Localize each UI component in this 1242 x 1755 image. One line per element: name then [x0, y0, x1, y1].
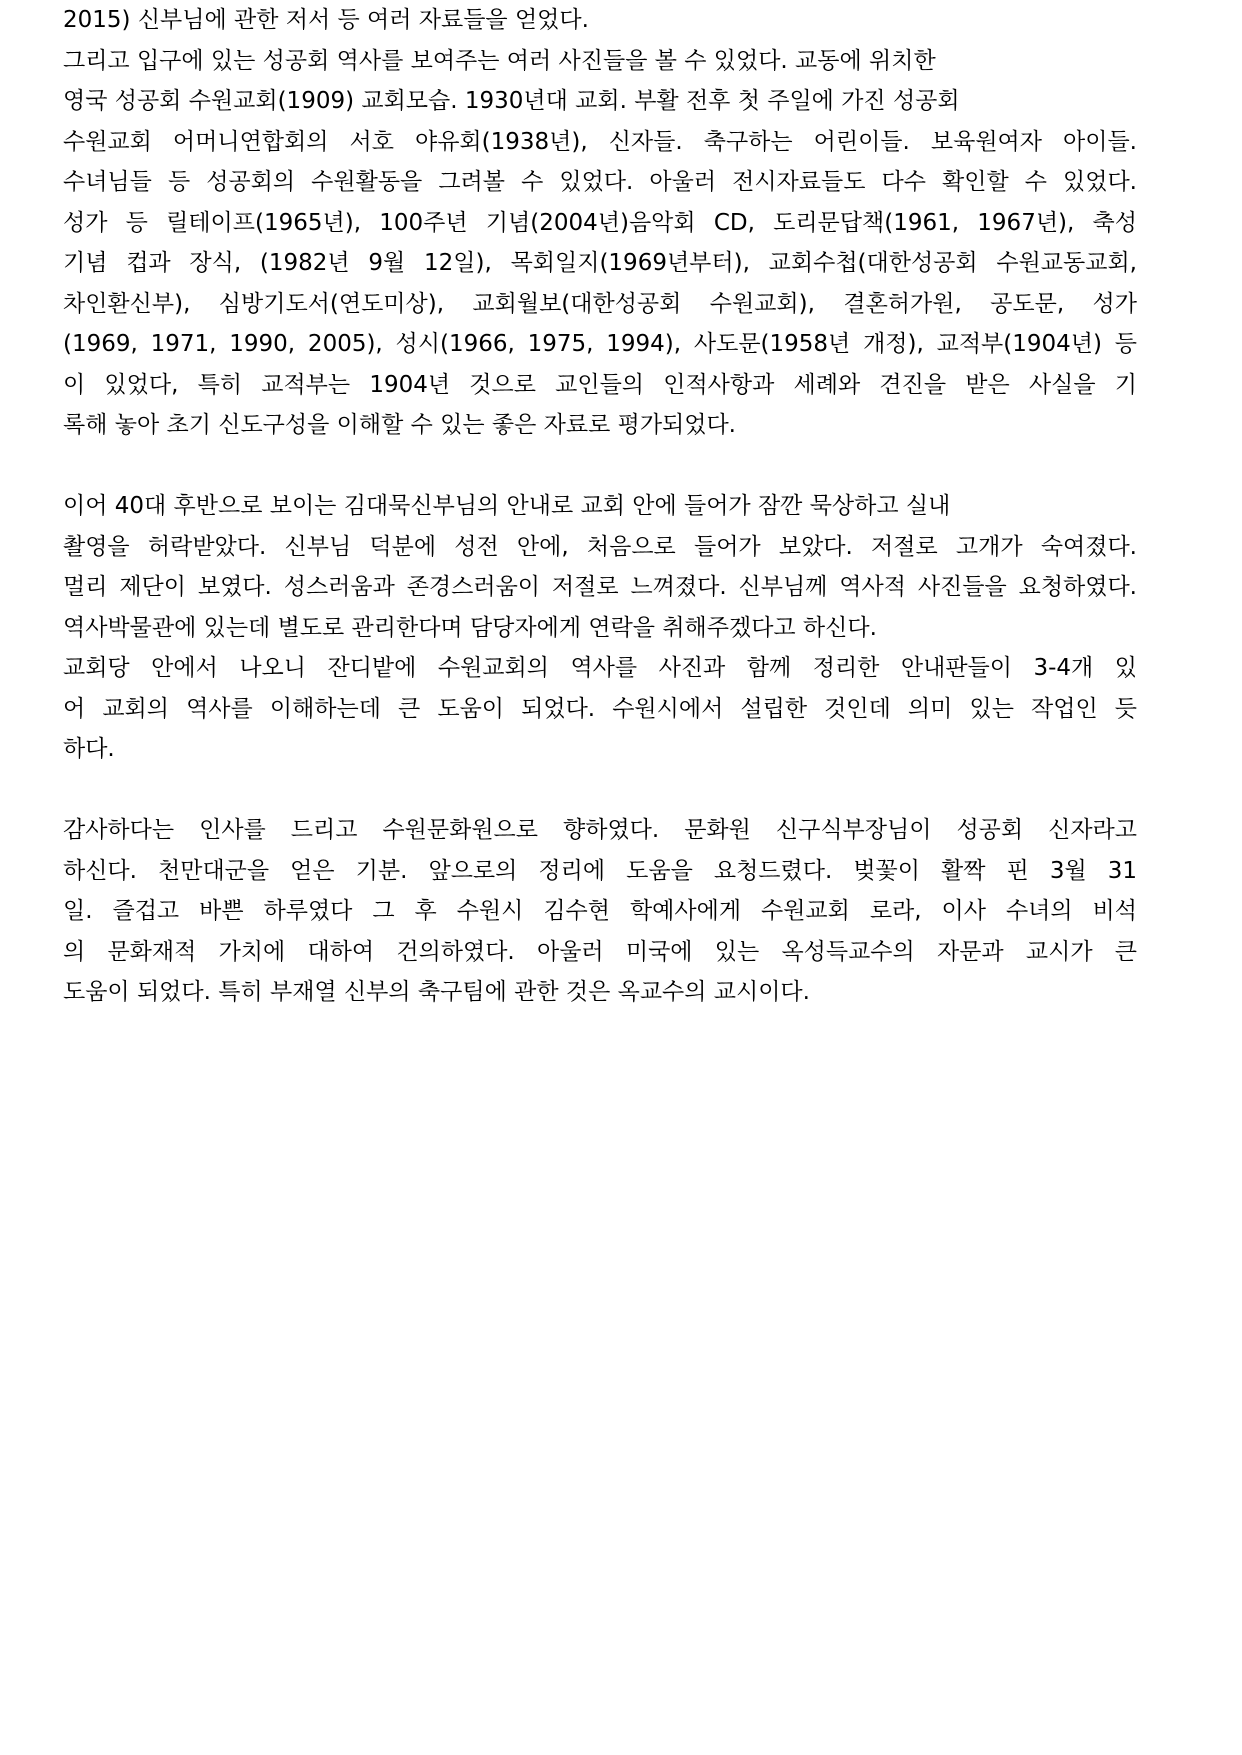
- text-line: 기념 컵과 장식, (1982년 9월 12일), 목회일지(1969년부터), 교회수첩(대한성공회 수원교동교회,: [63, 250, 1137, 276]
- text-line: 하신다. 천만대군을 얻은 기분. 앞으로의 정리에 도움을 요청드렸다. 벚꽃이 활짝 핀 3월 31: [63, 857, 1137, 884]
- text-line: 차인환신부), 심방기도서(연도미상), 교회월보(대한성공회 수원교회), 결혼허가원, 공도문, 성가: [63, 290, 1137, 317]
- text-line: 역사박물관에 있는데 별도로 관리한다며 담당자에게 연락을 취해주겠다고 하신다.: [63, 614, 877, 641]
- text-line: 수원교회 어머니연합회의 서호 야유회(1938년), 신자들. 축구하는 어린이들. 보육원여자 아이들.: [63, 128, 1137, 155]
- text-line: 촬영을 허락받았다. 신부님 덕분에 성전 안에, 처음으로 들어가 보았다. 저절로 고개가 숙여졌다.: [63, 533, 1137, 560]
- text-line: 2015) 신부님에 관한 저서 등 여러 자료들을 얻었다.: [63, 7, 589, 33]
- text-line: 어 교회의 역사를 이해하는데 큰 도움이 되었다. 수원시에서 설립한 것인데 의미 있는 작업인 듯: [63, 695, 1137, 722]
- text-line: 감사하다는 인사를 드리고 수원문화원으로 향하였다. 문화원 신구식부장님이 성공회 신자라고: [63, 817, 1137, 843]
- text-line: 하다.: [63, 736, 115, 762]
- paragraph-1: [63, 0, 1137, 446]
- text-line: 도움이 되었다. 특히 부재열 신부의 축구팀에 관한 것은 옥교수의 교시이다.: [63, 979, 810, 1005]
- text-line: 이 있었다, 특히 교적부는 1904년 것으로 교인들의 인적사항과 세례와 견진을 받은 사실을 기: [63, 371, 1137, 398]
- paragraph-spacer: [63, 446, 1137, 487]
- text-line: 멀리 제단이 보였다. 성스러움과 존경스러움이 저절로 느껴졌다. 신부님께 역사적 사진들을 요청하였다.: [63, 574, 1137, 600]
- text-line: 그리고 입구에 있는 성공회 역사를 보여주는 여러 사진들을 볼 수 있었다. 교동에 위치한: [63, 47, 936, 74]
- text-line: 영국 성공회 수원교회(1909) 교회모습. 1930년대 교회. 부활 전후 첫 주일에 가진 성공회: [63, 88, 960, 114]
- text-line: 성가 등 릴테이프(1965년), 100주년 기념(2004년)음악회 CD, 도리문답책(1961, 1967년), 축성: [63, 209, 1137, 236]
- document-body: [63, 0, 1137, 1013]
- text-line: 수녀님들 등 성공회의 수원활동을 그려볼 수 있었다. 아울러 전시자료들도 다수 확인할 수 있었다.: [63, 169, 1137, 195]
- text-line: 일. 즐겁고 바쁜 하루였다 그 후 수원시 김수현 학예사에게 수원교회 로라, 이사 수녀의 비석: [63, 898, 1137, 924]
- text-line: 의 문화재적 가치에 대하여 건의하였다. 아울러 미국에 있는 옥성득교수의 자문과 교시가 큰: [63, 938, 1137, 965]
- text-line: (1969, 1971, 1990, 2005), 성시(1966, 1975, 1994), 사도문(1958년 개정), 교적부(1904년) 등: [63, 331, 1137, 357]
- text-line: 교회당 안에서 나오니 잔디밭에 수원교회의 역사를 사진과 함께 정리한 안내판들이 3-4개 있: [63, 655, 1137, 681]
- paragraph-spacer: [63, 770, 1137, 811]
- text-line: 록해 놓아 초기 신도구성을 이해할 수 있는 좋은 자료로 평가되었다.: [63, 412, 736, 438]
- paragraph-2: [63, 486, 1137, 770]
- text-line: 이어 40대 후반으로 보이는 김대묵신부님의 안내로 교회 안에 들어가 잠깐 묵상하고 실내: [63, 493, 951, 519]
- paragraph-3: [63, 810, 1137, 1013]
